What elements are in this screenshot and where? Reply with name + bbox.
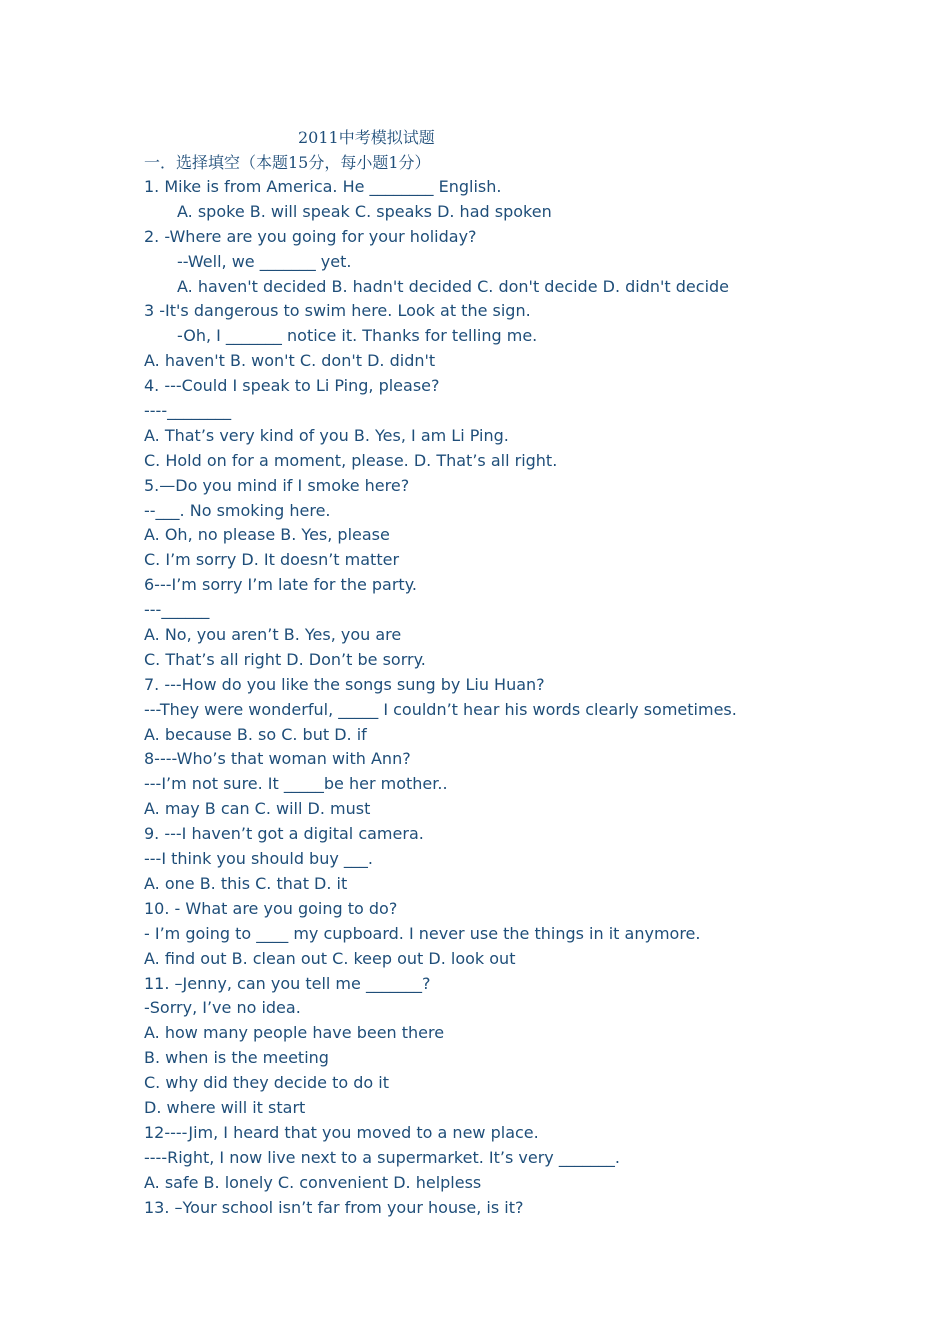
- text-line: 1. Mike is from America. He ________ English.: [144, 177, 502, 196]
- text-line: ---They were wonderful, _____ I couldn’t hear his words clearly sometimes.: [144, 699, 737, 719]
- text-line: B. when is the meeting: [144, 1048, 329, 1068]
- text-line: --___. No smoking here.: [144, 500, 331, 520]
- page-title: 2011中考模拟试题: [298, 128, 435, 147]
- text-line: A. spoke B. will speak C. speaks D. had spoken: [177, 201, 552, 221]
- text-line: ----________: [144, 401, 232, 421]
- text-line: C. I’m sorry D. It doesn’t matter: [144, 550, 400, 570]
- text-line: --Well, we _______ yet.: [177, 251, 352, 271]
- text-line: A. No, you aren’t B. Yes, you are: [144, 625, 402, 645]
- text-line: 11. –Jenny, can you tell me _______?: [144, 973, 431, 993]
- text-line: C. Hold on for a moment, please. D. That’s all right.: [144, 450, 558, 470]
- text-line: - I’m going to ____ my cupboard. I never use the things in it anymore.: [144, 923, 701, 943]
- text-line: 12----Jim, I heard that you moved to a new place.: [144, 1122, 539, 1142]
- text-line: A. safe B. lonely C. convenient D. helpless: [144, 1172, 482, 1192]
- text-line: A. one B. this C. that D. it: [144, 873, 348, 893]
- text-line: 10. - What are you going to do?: [144, 898, 398, 918]
- question-list: [144, 175, 924, 1220]
- text-line: A. find out B. clean out C. keep out D. look out: [144, 948, 516, 968]
- text-line: ---I think you should buy ___.: [144, 849, 373, 869]
- text-line: D. where will it start: [144, 1097, 306, 1117]
- text-line: ----Right, I now live next to a supermarket. It’s very _______.: [144, 1147, 620, 1167]
- text-line: A. Oh, no please B. Yes, please: [144, 525, 390, 545]
- text-line: -Sorry, I’ve no idea.: [144, 998, 301, 1018]
- text-line: A. because B. so C. but D. if: [144, 724, 367, 744]
- text-line: 4. ---Could I speak to Li Ping, please?: [144, 376, 440, 396]
- text-line: C. That’s all right D. Don’t be sorry.: [144, 649, 426, 669]
- text-line: 9. ---I haven’t got a digital camera.: [144, 824, 424, 844]
- text-line: ---______: [144, 600, 210, 620]
- text-line: A. haven't B. won't C. don't D. didn't: [144, 351, 436, 371]
- text-line: 5.—Do you mind if I smoke here?: [144, 475, 410, 495]
- text-line: A. That’s very kind of you B. Yes, I am Li Ping.: [144, 425, 509, 445]
- section-heading: 一．选择填空（本题15分，每小题1分）: [144, 153, 431, 172]
- text-line: 3 -It's dangerous to swim here. Look at the sign.: [144, 301, 531, 321]
- text-line: A. haven't decided B. hadn't decided C. don't decide D. didn't decide: [177, 276, 730, 296]
- text-line: A. how many people have been there: [144, 1023, 445, 1043]
- text-line: 2. -Where are you going for your holiday?: [144, 226, 477, 246]
- text-line: 8----Who’s that woman with Ann?: [144, 749, 411, 769]
- text-line: A. may B can C. will D. must: [144, 799, 371, 819]
- text-line: ---I’m not sure. It _____be her mother..: [144, 774, 448, 794]
- text-line: 7. ---How do you like the songs sung by Liu Huan?: [144, 674, 545, 694]
- text-line: 13. –Your school isn’t far from your house, is it?: [144, 1197, 524, 1217]
- text-line: 6---I’m sorry I’m late for the party.: [144, 575, 417, 595]
- text-line: C. why did they decide to do it: [144, 1073, 390, 1093]
- text-line: -Oh, I _______ notice it. Thanks for telling me.: [177, 326, 538, 346]
